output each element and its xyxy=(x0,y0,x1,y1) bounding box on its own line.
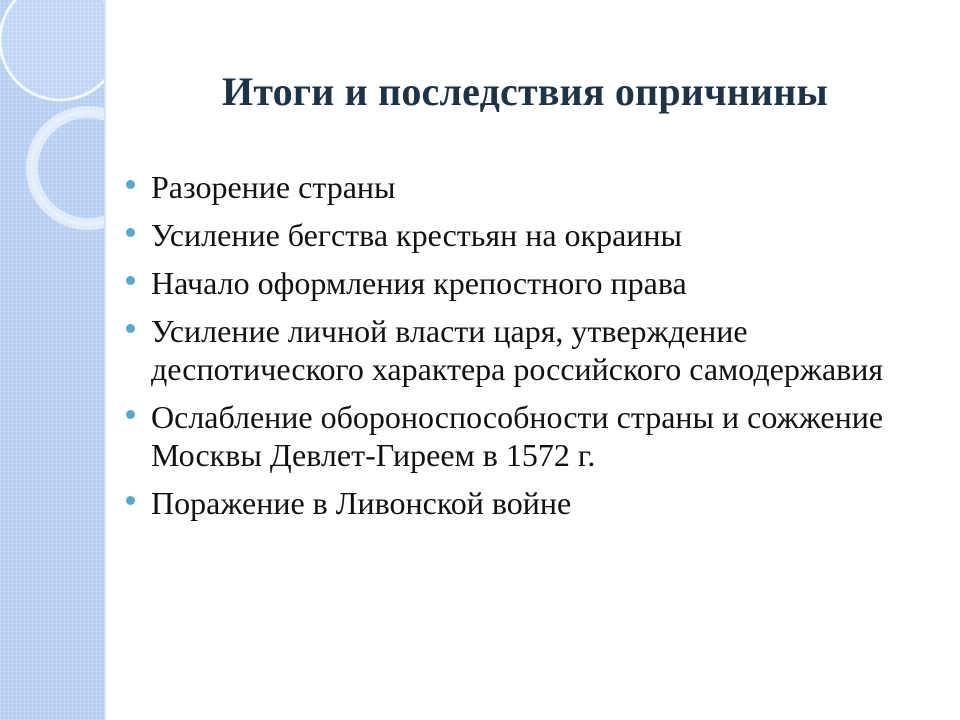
bullet-item xyxy=(118,168,918,206)
bullet-point-icon xyxy=(126,496,135,505)
bullet-text: Усиление личной власти царя, утверждение деспотического характера российского самодержавия xyxy=(151,313,884,387)
bullet-text: Усиление бегства крестьян на окраины xyxy=(151,217,683,253)
bullet-text: Поражение в Ливонской войне xyxy=(151,485,572,521)
bullet-point-icon xyxy=(126,180,135,189)
decorative-side-strip xyxy=(0,0,104,720)
bullet-item xyxy=(118,484,918,522)
bullet-text: Разорение страны xyxy=(151,169,396,205)
bullet-item xyxy=(118,264,918,302)
bullet-point-icon xyxy=(126,324,135,333)
bullet-item xyxy=(118,312,918,388)
slide-title: Итоги и последствия опричнины xyxy=(222,69,828,114)
bullet-list xyxy=(118,168,918,532)
bullet-point-icon xyxy=(126,410,135,419)
bullet-point-icon xyxy=(126,228,135,237)
decorative-circles xyxy=(0,0,104,260)
bullet-item xyxy=(118,216,918,254)
strip-divider xyxy=(104,0,106,720)
bullet-text: Начало оформления крепостного права xyxy=(151,265,687,301)
bullet-text: Ослабление обороноспособности страны и сожжение Москвы Девлет-Гиреем в 1572 г. xyxy=(151,399,884,473)
bullet-item xyxy=(118,398,918,474)
bullet-point-icon xyxy=(126,276,135,285)
